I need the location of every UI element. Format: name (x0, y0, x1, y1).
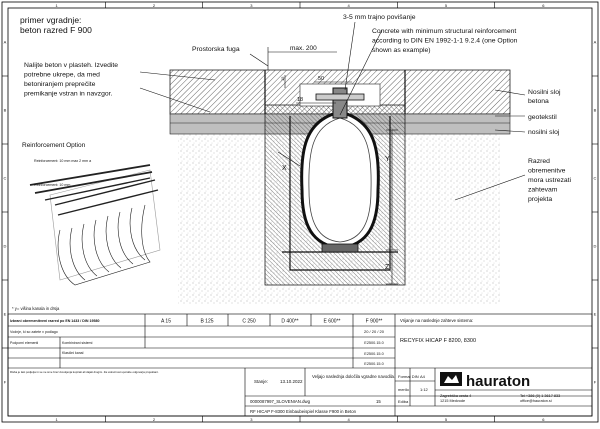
dimension-15: 15 (280, 76, 285, 81)
row-letter: A (593, 39, 597, 45)
item-code-3: E2500.15.0 (364, 362, 384, 366)
date-label: Stanje: (254, 379, 269, 384)
column-number: 5 (444, 417, 448, 422)
row-letter: A (3, 39, 7, 45)
geotextile-label: geotekstil (528, 114, 557, 121)
support-elements-label: Podporni elementi (10, 341, 39, 345)
classic-channel-label: Klasični kanal (62, 351, 84, 355)
load-class-5: F 900** (365, 318, 383, 325)
company-address: 1215 Medvode (440, 399, 466, 403)
column-number: 6 (542, 417, 545, 422)
structural-concrete-note: shown as example) (372, 47, 431, 54)
bearing-concrete-label: Nosilni sloj (528, 89, 561, 96)
company-address: Zagrebška cesta 4 (440, 394, 472, 398)
load-class-4: E 600** (323, 318, 341, 325)
dimension-18: 18 (297, 97, 304, 103)
row-letter: E (3, 311, 7, 317)
scale-label: merilo (398, 387, 409, 392)
dimension-z: Z (385, 264, 390, 271)
row-letter: D (3, 243, 7, 249)
load-class-note: mora ustrezati (528, 177, 572, 184)
row-letter: B (3, 107, 7, 113)
column-number: 5 (444, 3, 448, 8)
disclaimer-text: Risba je last podjetja in se ne sme brez dovoljenja kopirati ali dajati drugim. Za ustreznost uporabe odgovarja projektant. (10, 370, 159, 374)
company-name: hauraton (466, 373, 531, 390)
row-letter: F (3, 379, 7, 385)
load-class-note: Razred (528, 158, 550, 165)
max-dimension-label: max. 200 (290, 45, 317, 52)
installation-example-title: beton razred F 900 (20, 25, 92, 35)
row-letter: D (593, 243, 597, 249)
company-contact: office@hauraton.si (520, 399, 552, 403)
system-requirements-label: Vrijanje na naslednje zahteve sistema: (400, 318, 474, 323)
dimension-x: X (282, 165, 287, 172)
load-class-0: A 15 (160, 318, 172, 325)
xyz-values: 20 / 20 / 20 (363, 329, 385, 334)
edge-rail (316, 94, 364, 100)
combined-systems-label: Kombinirani sistemi (62, 341, 93, 345)
bearing-layer-label: nosilni sloj (528, 129, 560, 136)
item-code-1: E2500.15.0 (364, 341, 384, 345)
structural-concrete-note: according to DIN EN 1992-1-1 9.2.4 (one Option (372, 37, 518, 45)
structural-concrete-note: Concrete with minimum structural reinforcement (372, 28, 517, 35)
format-label: Format DIN (398, 374, 419, 379)
bearing-concrete-label: betona (528, 98, 549, 105)
load-class-3: D 400** (281, 318, 299, 325)
row-letter: B (593, 107, 597, 113)
column-number: 4 (347, 3, 350, 8)
format-value: A4 (420, 374, 425, 379)
pour-instruction-note: potrebne ukrepe, da med (24, 71, 100, 79)
edition-label: Ediba (398, 399, 409, 404)
pour-instruction-note: Nalijte beton v plasteh. Izvedite (24, 62, 119, 69)
dimension-50: 50 (318, 76, 325, 82)
column-number: 6 (542, 3, 545, 8)
item-code-2: E2500.15.0 (364, 352, 384, 356)
rebar-bottom-label: Reinforcement: 10 mm (34, 183, 71, 187)
sheet-number: 15 (376, 399, 381, 404)
load-class-note: zahtevam (528, 186, 558, 194)
load-class-note: obremenitve (528, 167, 566, 175)
drawing-number: 0000087997_SLOVENIAN.dwg (250, 399, 310, 404)
permanent-elevation-note: 3-5 mm trajno povišanje (343, 14, 416, 21)
row-letter: C (593, 175, 597, 181)
footnote: * y= višina kanala in drsja (12, 306, 60, 311)
pour-instruction-note: betoniranjem preprečite (24, 81, 96, 88)
drawing-description: RF HICAP F-8300 Einbaubeispiel Klasse F900 in Beton (250, 409, 356, 414)
scale-value: 1:12 (420, 387, 428, 392)
column-number: 3 (250, 417, 253, 422)
column-number: 2 (152, 3, 156, 8)
validity-note: Veljajo naslednja določila vgradne navodila. (312, 374, 396, 379)
row-letter: F (593, 379, 597, 385)
installation-example-title: primer vgradnje: (20, 15, 82, 25)
hauraton-logo (440, 372, 462, 386)
row-letter: C (3, 175, 7, 181)
installation-row-label: Vodnje, ki so zatete v podlago (10, 330, 58, 334)
drawing-date: 13.10.2022 (280, 379, 303, 384)
rebar-top-label: Reinforcement: 10 mm max 2 mm a (34, 159, 92, 163)
load-class-1: B 125 (200, 318, 214, 325)
column-number: 1 (55, 3, 58, 8)
column-number: 1 (55, 417, 58, 422)
column-number: 3 (250, 3, 253, 8)
expansion-joint-label: Prostorska fuga (192, 46, 240, 53)
load-class-row-label: Izbrani obremenitveni razred po EN 1433 / DIN 19580 (10, 319, 100, 323)
load-class-note: projekta (528, 196, 553, 203)
column-number: 4 (347, 417, 350, 422)
dimension-y: Y (385, 156, 390, 163)
reinforcement-option-title: Reinforcement Option (22, 142, 86, 149)
company-contact: Tel +386 (0) 1 3617 833 (520, 394, 561, 398)
product-name: RECYFIX HICAP F 8200, 8300 (400, 338, 477, 344)
load-class-2: C 250 (242, 318, 256, 325)
pour-instruction-note: premikanje vstran in navzgor. (24, 90, 113, 98)
column-number: 2 (152, 417, 156, 422)
row-letter: E (593, 311, 597, 317)
